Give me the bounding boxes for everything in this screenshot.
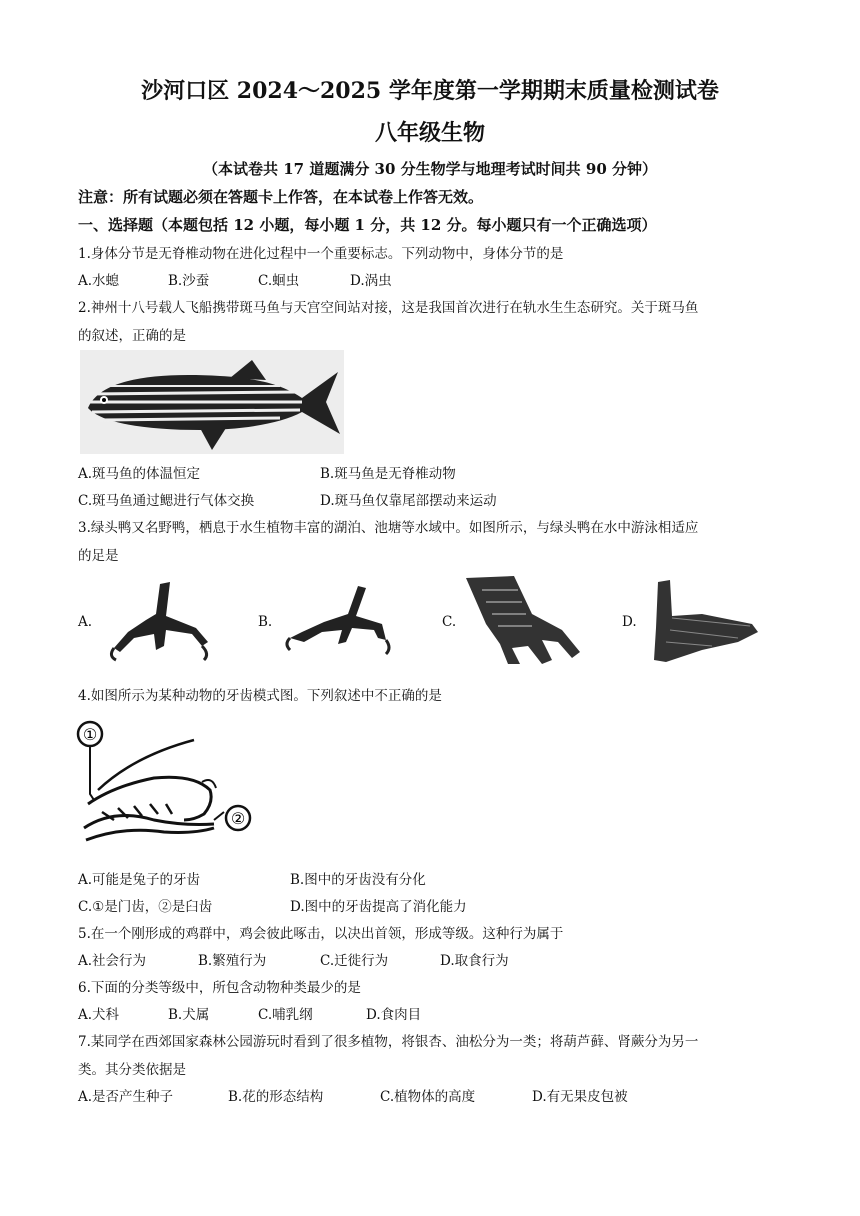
q3-option-a: A. [78,614,93,630]
exam-title: 沙河口区 2024～2025 学年度第一学期期末质量检测试卷 [141,78,719,104]
q4-option-a: A.可能是兔子的牙齿 [78,872,201,888]
q3-option-c: C. [442,614,457,630]
q4-option-b: B.图中的牙齿没有分化 [290,872,426,888]
q5-option-c: C.迁徙行为 [320,953,389,969]
label-1: ① [82,725,98,744]
notice: 注意：所有试题必须在答题卡上作答，在本试卷上作答无效。 [78,188,484,206]
question-2-stem-line1: 2.神州十八号载人飞船携带斑马鱼与天宫空间站对接，这是我国首次进行在轨水生生态研究。关于斑马鱼 [78,300,699,316]
exam-note: （本试卷共 17 道题满分 30 分生物学与地理考试时间共 90 分钟） [203,160,657,178]
zebrafish-image [80,350,344,454]
q6-option-b: B.犬属 [168,1007,210,1023]
teeth-diagram [74,716,260,856]
q5-option-a: A.社会行为 [78,953,147,969]
question-2-stem-line2: 的叙述，正确的是 [78,328,186,344]
perching-foot-image [282,580,394,664]
q2-option-c: C.斑马鱼通过鳃进行气体交换 [78,493,255,509]
q1-option-a: A.水螅 [78,273,120,289]
q7-option-b: B.花的形态结构 [228,1089,324,1105]
question-3-stem-line1: 3.绿头鸭又名野鸭，栖息于水生植物丰富的湖泊、池塘等水域中。如图所示，与绿头鸭在水中游泳相适应 [78,520,699,536]
q1-option-d: D.涡虫 [350,273,392,289]
q7-option-c: C.植物体的高度 [380,1089,476,1105]
exam-subject: 八年级生物 [374,120,485,146]
question-7-stem-line2: 类。其分类依据是 [78,1062,186,1078]
q4-option-d: D.图中的牙齿提高了消化能力 [290,899,467,915]
q2-option-d: D.斑马鱼仅靠尾部摆动来运动 [320,493,497,509]
q3-option-d: D. [622,614,637,630]
question-4-stem: 4.如图所示为某种动物的牙齿模式图。下列叙述中不正确的是 [78,688,442,704]
question-6-stem: 6.下面的分类等级中，所包含动物种类最少的是 [78,980,361,996]
label-2: ② [230,809,246,828]
q2-option-a: A.斑马鱼的体温恒定 [78,466,201,482]
q6-option-a: A.犬科 [78,1007,120,1023]
q4-option-c: C.①是门齿，②是臼齿 [78,899,213,915]
section-heading: 一、选择题（本题包括 12 小题，每小题 1 分，共 12 分。每小题只有一个正确选项） [78,216,657,234]
q3-option-b: B. [258,614,273,630]
q1-option-b: B.沙蚕 [168,273,210,289]
q7-option-d: D.有无果皮包被 [532,1089,628,1105]
q6-option-d: D.食肉目 [366,1007,422,1023]
question-7-stem-line1: 7.某同学在西郊国家森林公园游玩时看到了很多植物，将银杏、油松分为一类；将葫芦藓、肾蕨分为另一 [78,1034,699,1050]
question-3-stem-line2: 的足是 [78,548,119,564]
question-5-stem: 5.在一个刚形成的鸡群中，鸡会彼此啄击，以决出首领，形成等级。这种行为属于 [78,926,564,942]
claw-foot-image [100,576,216,666]
q2-option-b: B.斑马鱼是无脊椎动物 [320,466,456,482]
q7-option-a: A.是否产生种子 [78,1089,174,1105]
q6-option-c: C.哺乳纲 [258,1007,313,1023]
scaly-foot-image [462,574,586,666]
q5-option-b: B.繁殖行为 [198,953,267,969]
webbed-foot-image [642,576,760,666]
q1-option-c: C.蛔虫 [258,273,300,289]
question-1-stem: 1.身体分节是无脊椎动物在进化过程中一个重要标志。下列动物中，身体分节的是 [78,246,564,262]
q5-option-d: D.取食行为 [440,953,509,969]
